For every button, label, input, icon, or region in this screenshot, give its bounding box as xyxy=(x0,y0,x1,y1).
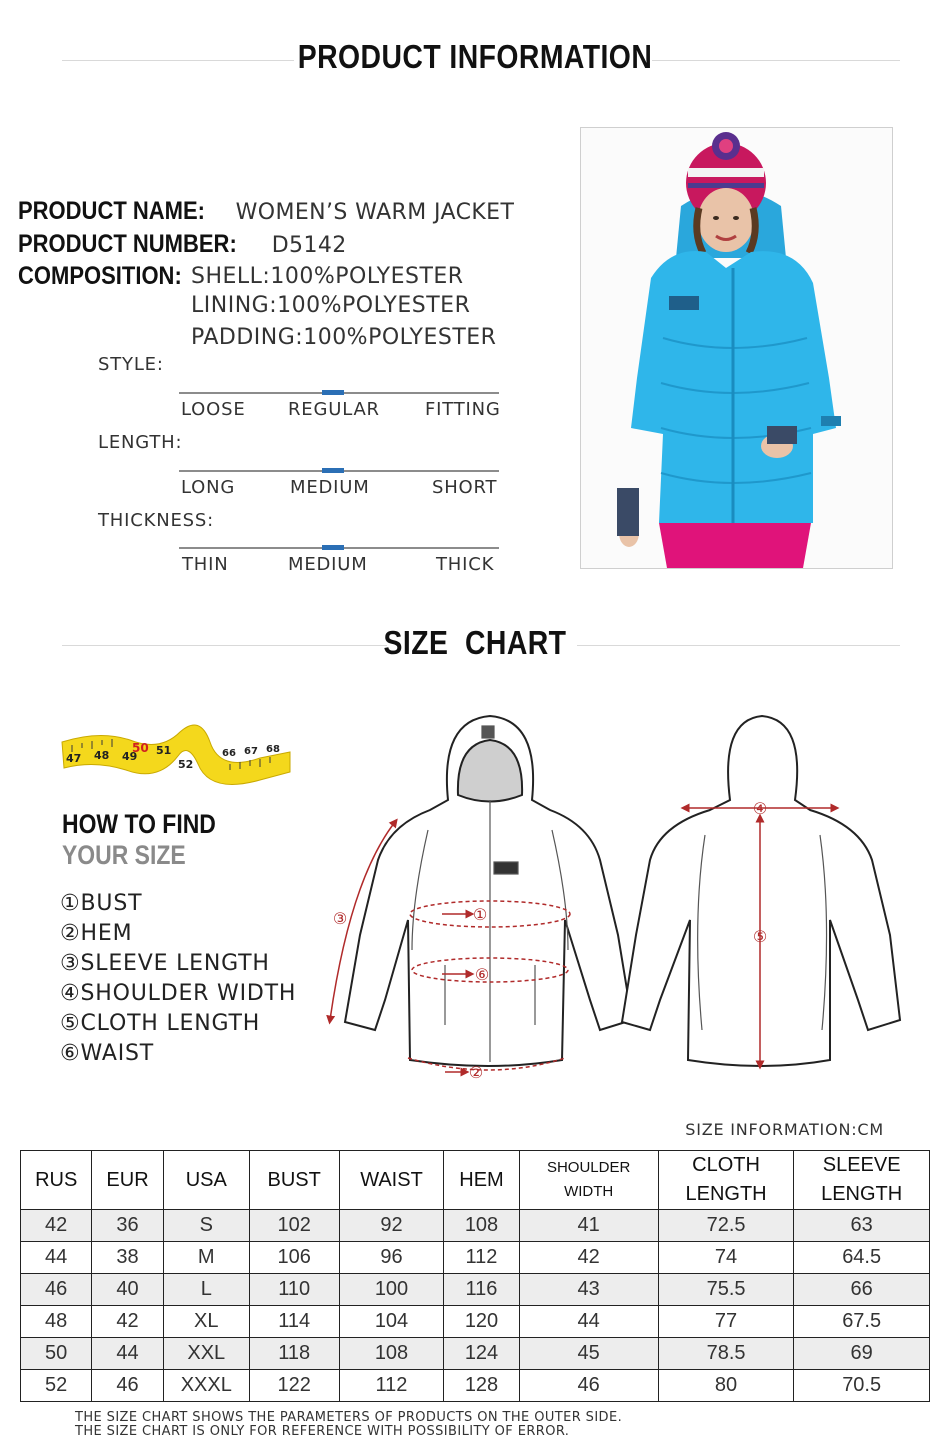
table-cell: 66 xyxy=(794,1274,930,1306)
size-chart-title: SIZE CHART xyxy=(383,624,567,661)
table-cell: 74 xyxy=(658,1242,794,1274)
tape-number-49: 49 xyxy=(122,750,138,763)
table-row xyxy=(21,1210,930,1242)
product-name-label: PRODUCT NAME: xyxy=(18,197,205,225)
tape-number-47: 47 xyxy=(66,752,82,765)
length-option-short: SHORT xyxy=(432,477,498,498)
tape-measure-icon xyxy=(60,712,292,792)
your-size-heading: YOUR SIZE xyxy=(62,840,186,870)
table-cell: 108 xyxy=(444,1210,519,1242)
how-to-find-heading: HOW TO FIND xyxy=(62,809,216,839)
table-cell: 112 xyxy=(444,1242,519,1274)
composition-lining: LINING:100%POLYESTER xyxy=(191,293,471,318)
table-cell: XL xyxy=(163,1306,249,1338)
tape-number-48: 48 xyxy=(94,749,110,762)
table-cell: 72.5 xyxy=(658,1210,794,1242)
composition-label: COMPOSITION: xyxy=(18,262,182,290)
footnote-outer-side: THE SIZE CHART SHOWS THE PARAMETERS OF PRODUCTS ON THE OUTER SIDE. xyxy=(75,1410,623,1425)
table-cell: 48 xyxy=(21,1306,92,1338)
table-cell: 46 xyxy=(92,1370,163,1402)
size-table-header-row xyxy=(21,1151,930,1210)
tape-number-51: 51 xyxy=(156,744,172,757)
table-cell: XXL xyxy=(163,1338,249,1370)
table-cell: 40 xyxy=(92,1274,163,1306)
table-cell: 63 xyxy=(794,1210,930,1242)
header-shoulder-line2: WIDTH xyxy=(564,1183,614,1200)
composition-shell: SHELL:100%POLYESTER xyxy=(191,264,464,289)
table-cell: 102 xyxy=(249,1210,339,1242)
model-in-jacket-illustration xyxy=(581,128,892,568)
table-row xyxy=(21,1242,930,1274)
table-cell: 38 xyxy=(92,1242,163,1274)
header-cloth-line1: CLOTH xyxy=(692,1154,760,1176)
table-cell: 92 xyxy=(339,1210,444,1242)
style-scale-marker xyxy=(322,390,344,395)
table-cell: 114 xyxy=(249,1306,339,1338)
table-cell: 64.5 xyxy=(794,1242,930,1274)
table-cell: 120 xyxy=(444,1306,519,1338)
header-bust: BUST xyxy=(249,1151,339,1210)
table-row xyxy=(21,1306,930,1338)
table-cell: 77 xyxy=(658,1306,794,1338)
table-row xyxy=(21,1274,930,1306)
style-option-regular: REGULAR xyxy=(288,399,380,420)
product-number-value: D5142 xyxy=(271,233,347,258)
style-option-fitting: FITTING xyxy=(425,399,501,420)
composition-row xyxy=(18,262,204,291)
header-usa: USA xyxy=(163,1151,249,1210)
table-cell: 118 xyxy=(249,1338,339,1370)
size-table-body xyxy=(21,1210,930,1402)
table-cell: 78.5 xyxy=(658,1338,794,1370)
length-option-medium: MEDIUM xyxy=(290,477,370,498)
table-cell: 69 xyxy=(794,1338,930,1370)
diagram-marker-shoulder: ④ xyxy=(752,799,768,818)
table-cell: XXXL xyxy=(163,1370,249,1402)
product-number-label: PRODUCT NUMBER: xyxy=(18,230,237,258)
table-cell: S xyxy=(163,1210,249,1242)
tape-number-52: 52 xyxy=(178,758,194,771)
measure-bust: ①BUST xyxy=(60,891,143,916)
measure-waist: ⑥WAIST xyxy=(60,1041,155,1066)
table-cell: 122 xyxy=(249,1370,339,1402)
table-cell: 104 xyxy=(339,1306,444,1338)
length-scale-marker xyxy=(322,468,344,473)
table-cell: 44 xyxy=(21,1242,92,1274)
tape-number-67: 67 xyxy=(244,746,258,757)
length-scale-title: LENGTH: xyxy=(98,432,183,453)
table-cell: 70.5 xyxy=(794,1370,930,1402)
thickness-scale-title: THICKNESS: xyxy=(98,510,214,531)
table-cell: 124 xyxy=(444,1338,519,1370)
thickness-option-medium: MEDIUM xyxy=(288,554,368,575)
footnote-reference: THE SIZE CHART IS ONLY FOR REFERENCE WITH POSSIBILITY OF ERROR. xyxy=(75,1424,570,1439)
table-row xyxy=(21,1338,930,1370)
composition-padding: PADDING:100%POLYESTER xyxy=(191,325,497,350)
product-name-value: WOMEN’S WARM JACKET xyxy=(235,200,515,225)
tape-number-50: 50 xyxy=(132,741,149,755)
table-cell: 80 xyxy=(658,1370,794,1402)
style-scale-title: STYLE: xyxy=(98,354,164,375)
tape-number-66: 66 xyxy=(222,748,236,759)
header-hem: HEM xyxy=(444,1151,519,1210)
diagram-marker-sleeve: ③ xyxy=(332,909,348,928)
table-cell: 128 xyxy=(444,1370,519,1402)
product-number-row xyxy=(18,230,347,259)
table-cell: M xyxy=(163,1242,249,1274)
style-option-loose: LOOSE xyxy=(181,399,246,420)
tape-number-68: 68 xyxy=(266,744,280,755)
table-cell: 108 xyxy=(339,1338,444,1370)
measure-cloth-length: ⑤CLOTH LENGTH xyxy=(60,1011,261,1036)
thickness-option-thick: THICK xyxy=(436,554,495,575)
header-cloth-length xyxy=(658,1151,794,1210)
table-cell: 106 xyxy=(249,1242,339,1274)
diagram-marker-bust: ① xyxy=(472,905,488,924)
table-cell: 42 xyxy=(92,1306,163,1338)
size-information-label: SIZE INFORMATION:CM xyxy=(685,1120,884,1139)
header-shoulder-line1: SHOULDER xyxy=(546,1159,631,1176)
table-cell: 42 xyxy=(519,1242,658,1274)
diagram-marker-cloth-length: ⑤ xyxy=(752,927,768,946)
diagram-marker-hem: ② xyxy=(468,1063,484,1082)
header-eur: EUR xyxy=(92,1151,163,1210)
table-cell: L xyxy=(163,1274,249,1306)
table-cell: 75.5 xyxy=(658,1274,794,1306)
product-name-row xyxy=(18,197,514,226)
thickness-option-thin: THIN xyxy=(182,554,229,575)
measure-shoulder-width: ④SHOULDER WIDTH xyxy=(60,981,297,1006)
length-option-long: LONG xyxy=(181,477,236,498)
table-row xyxy=(21,1370,930,1402)
table-cell: 41 xyxy=(519,1210,658,1242)
table-cell: 52 xyxy=(21,1370,92,1402)
table-cell: 45 xyxy=(519,1338,658,1370)
table-cell: 43 xyxy=(519,1274,658,1306)
thickness-scale-marker xyxy=(322,545,344,550)
product-photo xyxy=(580,127,893,569)
table-cell: 100 xyxy=(339,1274,444,1306)
table-cell: 116 xyxy=(444,1274,519,1306)
table-cell: 42 xyxy=(21,1210,92,1242)
header-shoulder-width xyxy=(519,1151,658,1210)
header-cloth-line2: LENGTH xyxy=(685,1183,767,1205)
table-cell: 50 xyxy=(21,1338,92,1370)
header-rus: RUS xyxy=(21,1151,92,1210)
table-cell: 112 xyxy=(339,1370,444,1402)
measure-sleeve-length: ③SLEEVE LENGTH xyxy=(60,951,270,976)
header-sleeve-line2: LENGTH xyxy=(821,1183,903,1205)
table-cell: 36 xyxy=(92,1210,163,1242)
size-table xyxy=(20,1150,930,1402)
header-sleeve-length xyxy=(794,1151,930,1210)
table-cell: 67.5 xyxy=(794,1306,930,1338)
header-sleeve-line1: SLEEVE xyxy=(822,1154,901,1176)
table-cell: 44 xyxy=(519,1306,658,1338)
table-cell: 44 xyxy=(92,1338,163,1370)
table-cell: 110 xyxy=(249,1274,339,1306)
table-cell: 46 xyxy=(519,1370,658,1402)
product-information-title: PRODUCT INFORMATION xyxy=(297,38,653,75)
measure-hem: ②HEM xyxy=(60,921,133,946)
table-cell: 96 xyxy=(339,1242,444,1274)
table-cell: 46 xyxy=(21,1274,92,1306)
jacket-measurement-diagram xyxy=(300,700,940,1095)
header-waist: WAIST xyxy=(339,1151,444,1210)
diagram-marker-waist: ⑥ xyxy=(474,965,490,984)
